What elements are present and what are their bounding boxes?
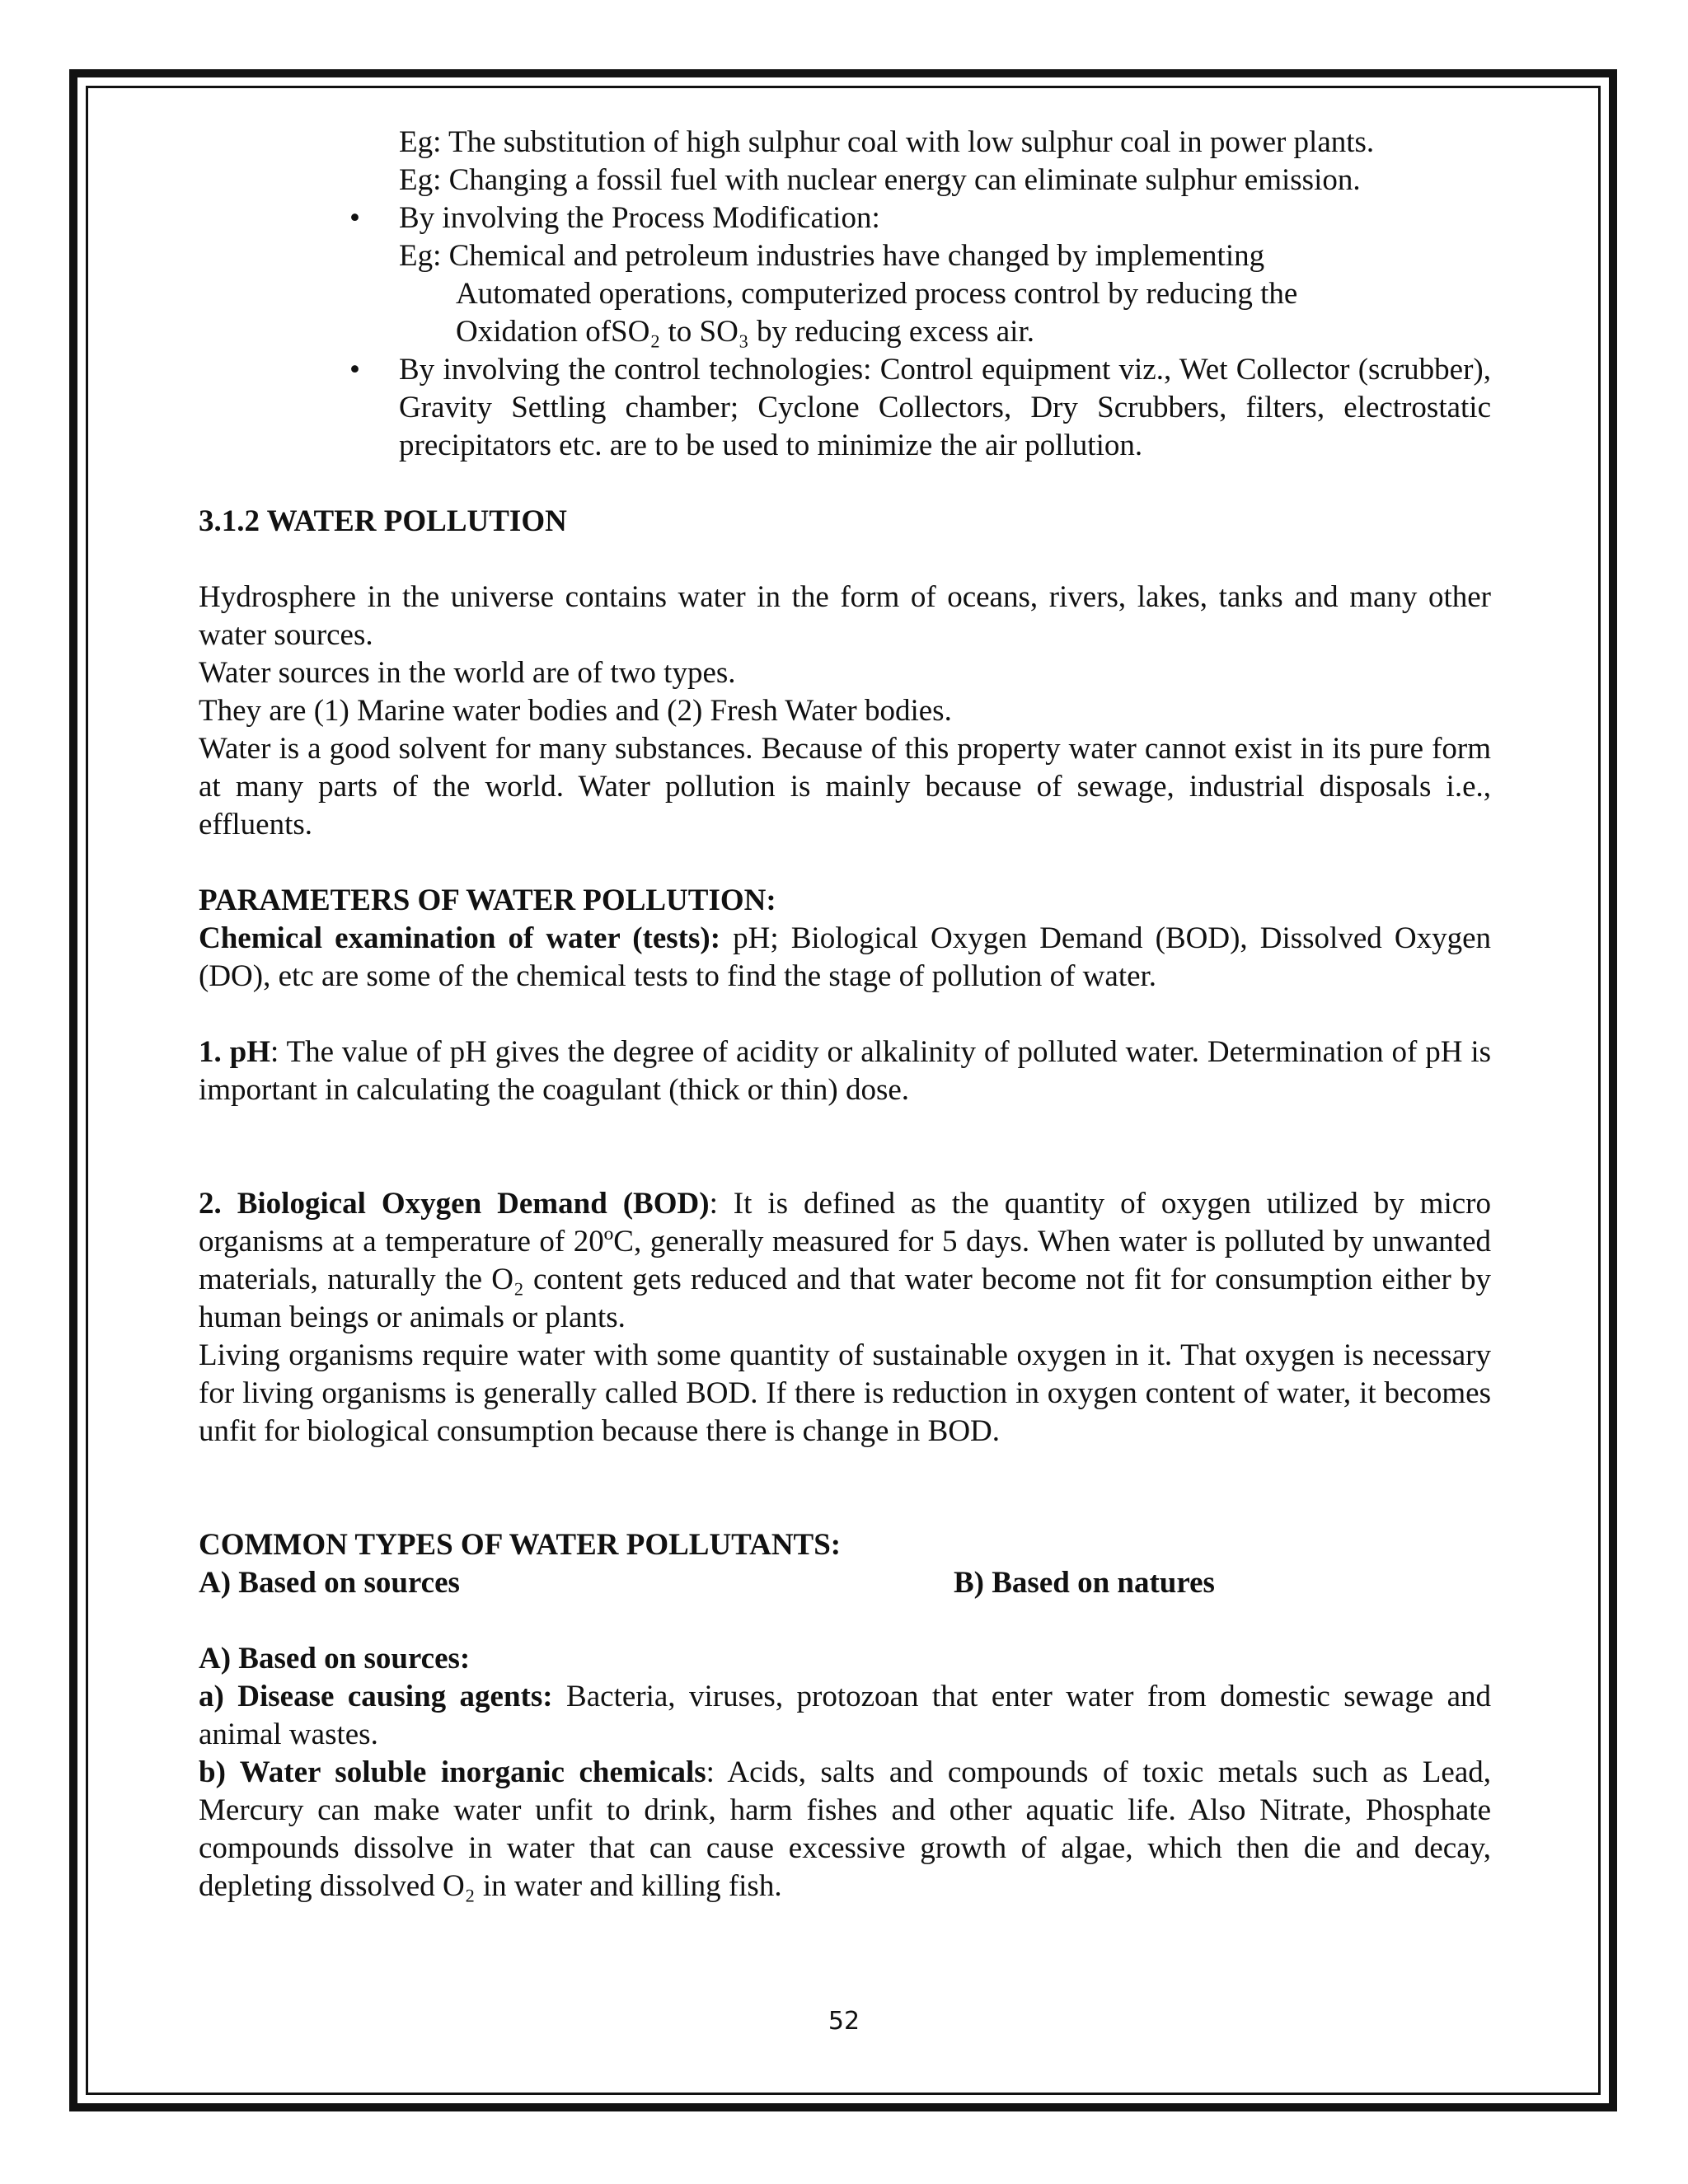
term-label: a) Disease causing agents: (199, 1680, 553, 1713)
example-line: Automated operations, computerized process control by reducing the (456, 277, 1298, 311)
term-text: : It is defined as the quantity of oxygen utilized by micro organisms at a temperature of 20ºC, generally measured for 5 days. When water is polluted by unwanted materials, naturally the O₂ content gets reduced and that water become not fit for consumption either by human beings or animals or plants. (199, 1187, 1491, 1334)
paragraph: Water is a good solvent for many substances. Because of this property water cannot exist in its pure form at many parts of the world. Water pollution is mainly because of sewage, industrial disposals i.e., effluents. (199, 732, 1491, 841)
bullet-item (199, 351, 1491, 465)
subheading: PARAMETERS OF WATER POLLUTION: (199, 883, 776, 917)
paragraph (199, 1033, 1491, 1109)
section-heading: 3.1.2 WATER POLLUTION (199, 504, 567, 538)
paragraph (199, 1678, 1491, 1754)
bullet-text: By involving the Process Modification: (399, 201, 880, 235)
term-label: Chemical examination of water (tests): (199, 921, 721, 955)
column-label: A) Based on sources (199, 1566, 460, 1600)
document-body (199, 124, 1491, 1905)
paragraph (199, 1754, 1491, 1905)
example-line: Eg: The substitution of high sulphur coal with low sulphur coal in power plants. (399, 125, 1375, 159)
paragraph (199, 1185, 1491, 1337)
subheading: COMMON TYPES OF WATER POLLUTANTS: (199, 1528, 842, 1562)
page-number: 52 (828, 2007, 860, 2036)
term-label: 2. Biological Oxygen Demand (BOD) (199, 1187, 710, 1221)
bullet-text: By involving the control technologies: Control equipment viz., Wet Collector (scrubber), Gravity Settling chamber; Cyclone Collectors, Dry Scrubbers, filters, electrostatic precipitators etc. are to be used to minimize the air pollution. (399, 353, 1491, 462)
two-column-row (199, 1564, 1491, 1602)
bullet-icon: • (349, 201, 360, 235)
bullet-icon: • (349, 353, 360, 387)
paragraph: Water sources in the world are of two types. (199, 656, 736, 690)
paragraph: Living organisms require water with some quantity of sustainable oxygen in it. That oxygen is necessary for living organisms is generally called BOD. If there is reduction in oxygen content of water, it becomes unfit for biological consumption because there is change in BOD. (199, 1338, 1491, 1448)
term-text: : The value of pH gives the degree of acidity or alkalinity of polluted water. Determination of pH is important in calculating the coagulant (thick or thin) dose. (199, 1035, 1492, 1107)
column-label: B) Based on natures (954, 1566, 1215, 1600)
example-line: Eg: Changing a fossil fuel with nuclear energy can eliminate sulphur emission. (399, 163, 1361, 197)
paragraph: Hydrosphere in the universe contains water in the form of oceans, rivers, lakes, tanks and many other water sources. (199, 580, 1491, 652)
paragraph: They are (1) Marine water bodies and (2) Fresh Water bodies. (199, 694, 952, 728)
term-text: pH; Biological Oxygen Demand (BOD), Dissolved Oxygen (DO), etc are some of the chemical tests to find the stage of pollution of water. (199, 921, 1491, 993)
bullet-item (199, 199, 1491, 237)
term-label: 1. pH (199, 1035, 270, 1069)
example-line: Oxidation ofSO₂ to SO₃ by reducing excess air. (456, 315, 1034, 349)
term-label: b) Water soluble inorganic chemicals (199, 1755, 706, 1789)
paragraph (199, 920, 1491, 996)
subheading: A) Based on sources: (199, 1642, 471, 1675)
example-line: Eg: Chemical and petroleum industries have changed by implementing (399, 239, 1265, 273)
term-text: : Acids, salts and compounds of toxic metals such as Lead, Mercury can make water unfit to drink, harm fishes and other aquatic life. Also Nitrate, Phosphate compounds dissolve in water that can cause excessive growth of algae, which then die and decay, depleting dissolved O₂ in water and killing fish. (199, 1755, 1491, 1903)
term-text: Bacteria, viruses, protozoan that enter water from domestic sewage and animal wastes. (199, 1680, 1491, 1751)
